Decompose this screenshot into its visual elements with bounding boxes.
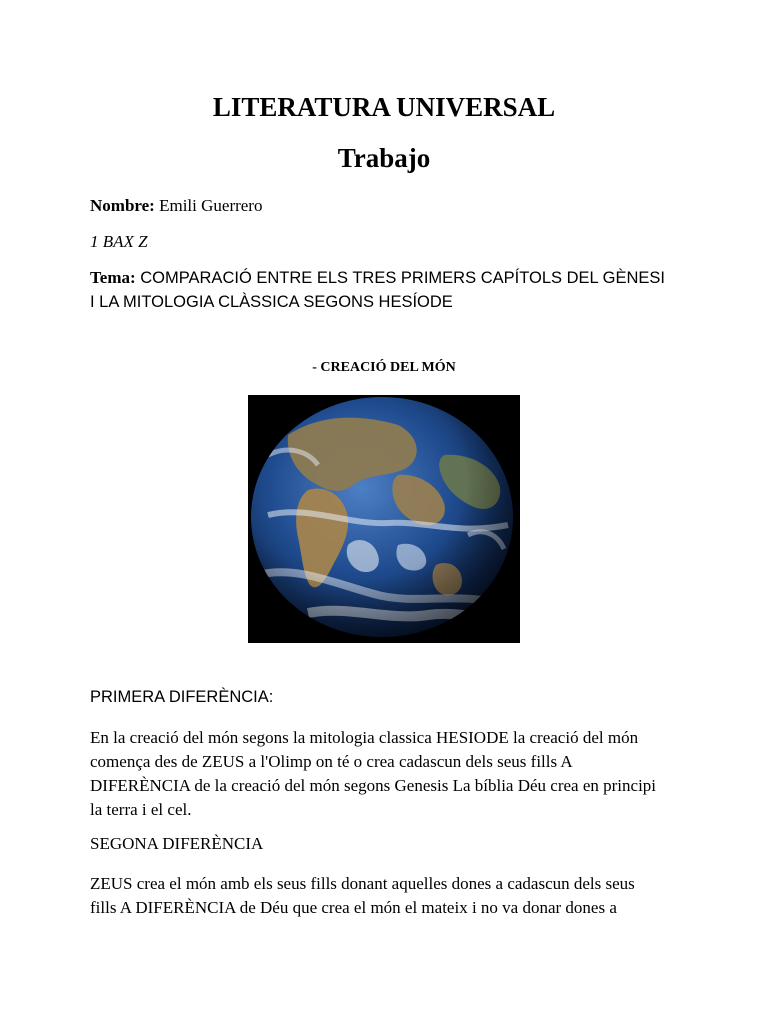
- paragraph-line: ZEUS crea el món amb els seus fills donant aquelles dones a cadascun dels seus: [90, 874, 635, 893]
- topic-text-line-2: I LA MITOLOGIA CLÀSSICA SEGONS HESÍODE: [90, 293, 453, 311]
- class-line: 1 BAX Z: [90, 232, 148, 251]
- name-label: Nombre:: [90, 196, 155, 215]
- paragraph-line: DIFERÈNCIA de la creació del món segons Genesis La bíblia Déu crea en principi: [90, 776, 657, 795]
- document-subtitle: Trabajo: [337, 143, 431, 173]
- name-value: Emili Guerrero: [154, 196, 263, 215]
- topic-label: Tema:: [90, 268, 136, 287]
- name-line: [90, 194, 262, 218]
- paragraph-line: fills A DIFERÈNCIA de Déu que crea el món el mateix i no va donar dones a: [90, 898, 617, 917]
- earth-image: [248, 395, 520, 643]
- topic-line: [90, 266, 690, 314]
- document-title: LITERATURA UNIVERSAL: [212, 92, 556, 122]
- topic-text-line-1: COMPARACIÓ ENTRE ELS TRES PRIMERS CAPÍTOLS DEL GÈNESI: [135, 269, 666, 287]
- first-difference-paragraph: [90, 726, 690, 822]
- first-difference-heading: PRIMERA DIFERÈNCIA:: [90, 688, 274, 706]
- paragraph-line: comença des de ZEUS a l'Olimp on té o crea cadascun dels seus fills A: [90, 752, 573, 771]
- second-difference-heading: SEGONA DIFERÈNCIA: [90, 834, 264, 853]
- paragraph-line: la terra i el cel.: [90, 800, 192, 819]
- second-difference-paragraph: [90, 872, 690, 920]
- section-heading: - CREACIÓ DEL MÓN: [312, 360, 456, 375]
- earth-globe-icon: [248, 395, 520, 643]
- paragraph-line: En la creació del món segons la mitologia classica HESIODE la creació del món: [90, 728, 639, 747]
